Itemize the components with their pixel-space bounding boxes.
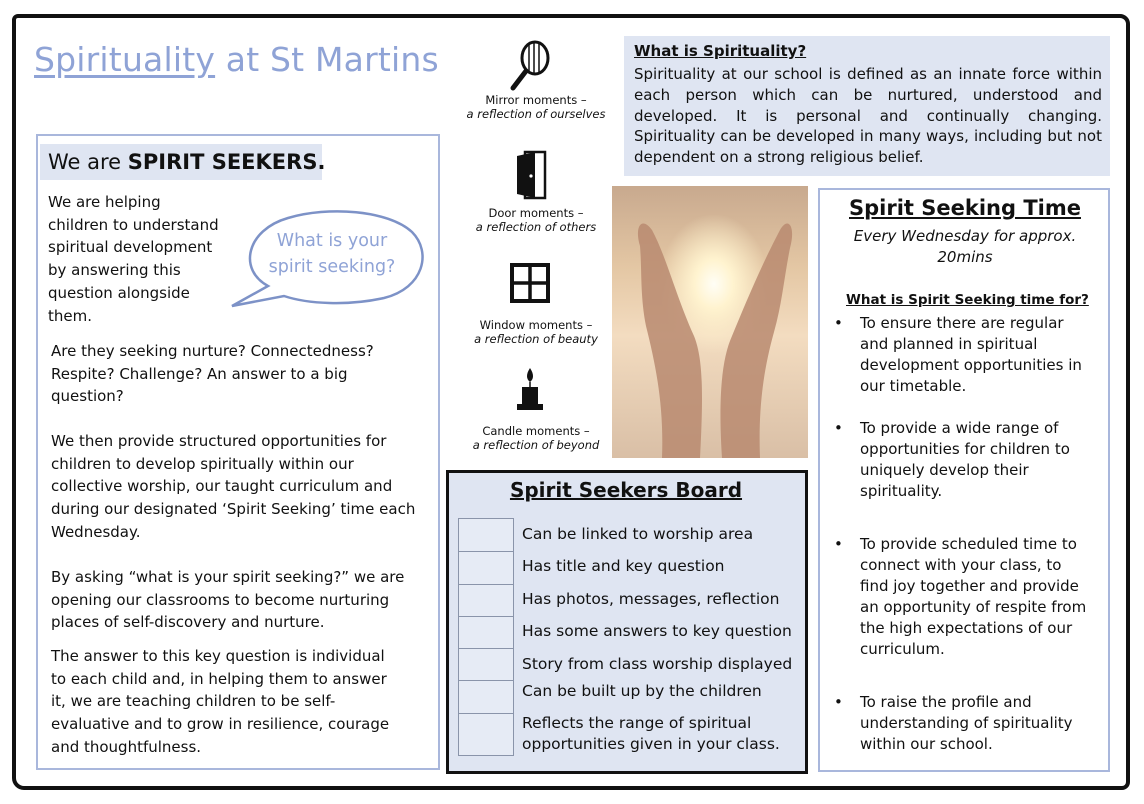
board-checkbox[interactable]: [458, 584, 514, 617]
bullet-text: To provide a wide range of opportunities for children to uniquely develop their spirituality.: [860, 419, 1070, 500]
spirit-time-question: What is Spirit Seeking time for?: [846, 292, 1089, 308]
bullet-dot: •: [834, 693, 843, 711]
board-item: Can be built up by the children: [522, 682, 762, 700]
board-item: opportunities given in your class.: [522, 735, 780, 753]
what-text: Spirituality at our school is defined as an innate force within each person which can be nurtured, understood and developed. It is personal and continually changing. Spirituality can be developed in many ways, including but not dependent on a strong religious belief.: [634, 65, 1102, 167]
board-item: Has some answers to key question: [522, 622, 792, 640]
bullet-dot: •: [834, 314, 843, 332]
board-checkbox[interactable]: [458, 648, 514, 681]
para-answer: The answer to this key question is individual to each child and, in helping them to answer it, we are teaching children to be self- evaluative and to grow in resilience, courage and thoughtfulness.: [51, 647, 390, 756]
moment-window: Window moments – a reflection of beauty: [474, 318, 598, 346]
page-title: Spirituality at St Martins: [34, 40, 439, 79]
board-item: Reflects the range of spiritual: [522, 714, 752, 732]
board-item: Has title and key question: [522, 557, 725, 575]
what-heading: What is Spirituality?: [634, 42, 807, 60]
bullet-text: To provide scheduled time to connect with your class, to find joy together and provide an opportunity of respite from the high expectations of our curriculum.: [860, 535, 1087, 658]
spirit-time-title: Spirit Seeking Time: [849, 196, 1081, 220]
candle-icon: [510, 366, 550, 412]
bubble-text: What is your spirit seeking?: [268, 231, 396, 277]
intro-text: We are helping children to understand spiritual development by answering this question alongside them.: [48, 193, 219, 325]
para-opportunities: We then provide structured opportunities for children to develop spiritually within our collective worship, our taught curriculum and during our designated ‘Spirit Seeking’ time each Wednesday.: [51, 432, 416, 541]
window-icon: [505, 262, 555, 306]
bullet-dot: •: [834, 535, 843, 553]
hands-light-photo: [612, 186, 808, 458]
board-item: Has photos, messages, reflection: [522, 590, 780, 608]
magnifier-icon: [500, 38, 560, 92]
para-seeking: Are they seeking nurture? Connectedness? Respite? Challenge? An answer to a big question?: [51, 342, 374, 406]
moment-candle: Candle moments – a reflection of beyond: [472, 424, 600, 452]
board-checkbox[interactable]: [458, 551, 514, 585]
board-item: Can be linked to worship area: [522, 525, 754, 543]
door-icon: [505, 150, 555, 200]
moment-door: Door moments – a reflection of others: [475, 206, 597, 234]
bullet-text: To raise the profile and understanding of spirituality within our school.: [860, 693, 1073, 753]
board-checkbox[interactable]: [458, 713, 514, 756]
spirit-time-sub: Every Wednesday for approx. 20mins: [853, 227, 1077, 266]
bullet-dot: •: [834, 419, 843, 437]
board-title: Spirit Seekers Board: [509, 478, 743, 502]
board-checkbox[interactable]: [458, 616, 514, 649]
board-item: Story from class worship displayed: [522, 655, 793, 673]
board-checkbox[interactable]: [458, 518, 514, 552]
para-asking: By asking “what is your spirit seeking?” we are opening our classrooms to become nurturing places of self-discovery and nurture.: [51, 568, 405, 632]
board-checkbox[interactable]: [458, 680, 514, 714]
moment-mirror: Mirror moments – a reflection of ourselves: [466, 93, 606, 121]
seekers-heading: We are SPIRIT SEEKERS.: [48, 150, 326, 174]
bullet-text: To ensure there are regular and planned in spiritual development opportunities in our timetable.: [860, 314, 1082, 395]
